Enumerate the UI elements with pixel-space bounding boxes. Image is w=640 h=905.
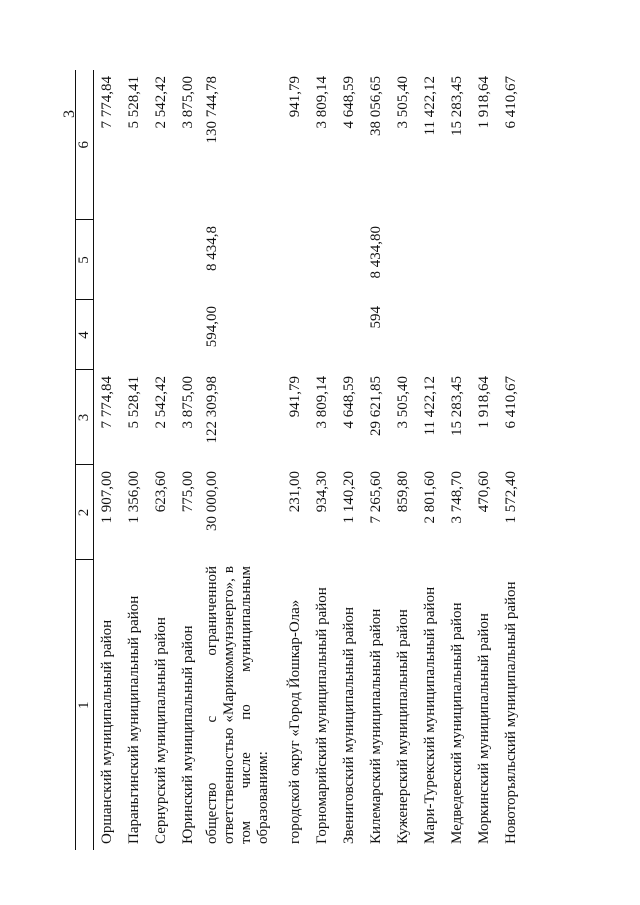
row-value-c3: 1 918,64 — [476, 376, 492, 429]
table-row — [94, 70, 122, 850]
row-value-c6: 6 410,67 — [503, 76, 519, 129]
row-value-c2: 934,30 — [314, 471, 330, 513]
row-value-c2: 623,60 — [153, 471, 169, 513]
row-value-c4 — [282, 300, 309, 370]
row-value-c4 — [444, 300, 471, 370]
row-value-c3: 15 283,45 — [449, 376, 465, 436]
row-value-c6: 941,79 — [287, 76, 303, 118]
row-name: Горномарийский муниципальный район — [314, 587, 330, 844]
row-name: Мари-Турекский муниципальный район — [422, 586, 438, 844]
row-value-c6: 3 809,14 — [314, 76, 330, 129]
table-wrapper — [75, 70, 535, 850]
row-value-c3: 29 621,85 — [368, 376, 384, 436]
column-header-2: 2 — [76, 465, 94, 560]
table-row — [363, 70, 390, 850]
row-value-c3: 3 875,00 — [180, 376, 196, 429]
table-row — [498, 70, 525, 850]
header-row — [76, 70, 94, 850]
row-value-c6: 4 648,59 — [341, 76, 357, 129]
row-name: общество с ограниченной ответственностью «Марикоммунэнерго», в том числе по муниципальным образованиям: — [204, 566, 271, 844]
row-name: Оршанский муниципальный район — [99, 619, 115, 844]
row-value-c4 — [471, 300, 498, 370]
row-value-c6: 1 918,64 — [476, 76, 492, 129]
column-header-3: 3 — [76, 370, 94, 465]
row-value-c3: 941,79 — [287, 376, 303, 418]
row-value-c6: 2 542,42 — [153, 76, 169, 129]
row-value-c2: 231,00 — [287, 471, 303, 513]
row-name: Новоторъяльский муниципальный район — [503, 581, 519, 844]
table-row — [202, 70, 282, 850]
row-name: Сернурский муниципальный район — [153, 617, 169, 844]
row-value-c5 — [121, 220, 148, 300]
row-value-c5 — [444, 220, 471, 300]
row-value-c4 — [175, 300, 202, 370]
rotated-page-content — [75, 0, 535, 844]
row-value-c5 — [390, 220, 417, 300]
row-name: Юринский муниципальный район — [180, 625, 196, 844]
row-value-c2: 1 140,20 — [341, 471, 357, 524]
row-value-c2: 3 748,70 — [449, 471, 465, 524]
column-header-6: 6 — [76, 70, 94, 220]
column-header-5: 5 — [76, 220, 94, 300]
table-row — [336, 70, 363, 850]
row-value-c5 — [94, 220, 122, 300]
table-row — [444, 70, 471, 850]
row-value-c5 — [148, 220, 175, 300]
table-body — [94, 70, 526, 850]
row-value-c4 — [336, 300, 363, 370]
table-row — [417, 70, 444, 850]
row-name: Параньгинский муниципальный район — [126, 595, 142, 844]
table-row — [309, 70, 336, 850]
row-value-c2: 1 907,00 — [99, 471, 115, 524]
row-name: городской округ «Город Йошкар-Ола» — [287, 599, 303, 844]
row-name: Килемарский муниципальный район — [368, 608, 384, 844]
row-value-c5: 8 434,80 — [368, 226, 384, 279]
row-value-c6: 15 283,45 — [449, 76, 465, 136]
row-value-c3: 2 542,42 — [153, 376, 169, 429]
row-value-c6: 38 056,65 — [368, 76, 384, 136]
row-name: Куженерский муниципальный район — [395, 609, 411, 844]
row-value-c4 — [94, 300, 122, 370]
row-value-c3: 3 505,40 — [395, 376, 411, 429]
row-value-c3: 6 410,67 — [503, 376, 519, 429]
row-value-c4: 594,00 — [204, 306, 220, 348]
table-row — [282, 70, 309, 850]
row-value-c2: 470,60 — [476, 471, 492, 513]
row-value-c3: 3 809,14 — [314, 376, 330, 429]
row-value-c6: 11 422,12 — [422, 76, 438, 136]
row-value-c3: 5 528,41 — [126, 376, 142, 429]
row-name: Медведевский муниципальный район — [449, 602, 465, 844]
table-row — [121, 70, 148, 850]
row-value-c4: 594 — [368, 306, 384, 329]
row-value-c2: 1 356,00 — [126, 471, 142, 524]
page-number: 3 — [61, 110, 78, 118]
row-value-c5 — [417, 220, 444, 300]
row-value-c2: 2 801,60 — [422, 471, 438, 524]
row-value-c3: 4 648,59 — [341, 376, 357, 429]
row-value-c4 — [148, 300, 175, 370]
row-value-c6: 7 774,84 — [99, 76, 115, 129]
row-value-c2: 30 000,00 — [204, 471, 220, 531]
row-value-c5 — [175, 220, 202, 300]
row-value-c6: 130 744,78 — [204, 76, 220, 144]
row-value-c2: 1 572,40 — [503, 471, 519, 524]
row-value-c5: 8 434,8 — [204, 226, 220, 271]
row-value-c3: 11 422,12 — [422, 376, 438, 436]
table-header — [76, 70, 94, 850]
row-value-c5 — [309, 220, 336, 300]
row-name: Звениговский муниципальный район — [341, 606, 357, 844]
row-value-c4 — [121, 300, 148, 370]
row-value-c3: 7 774,84 — [99, 376, 115, 429]
data-table — [75, 70, 525, 850]
table-row — [148, 70, 175, 850]
row-name: Моркинский муниципальный район — [476, 613, 492, 844]
row-value-c4 — [498, 300, 525, 370]
row-value-c5 — [471, 220, 498, 300]
row-value-c6: 5 528,41 — [126, 76, 142, 129]
row-value-c4 — [309, 300, 336, 370]
row-value-c6: 3 875,00 — [180, 76, 196, 129]
row-value-c5 — [498, 220, 525, 300]
row-value-c2: 859,80 — [395, 471, 411, 513]
row-value-c4 — [390, 300, 417, 370]
column-header-4: 4 — [76, 300, 94, 370]
table-row — [471, 70, 498, 850]
table-row — [390, 70, 417, 850]
row-value-c5 — [282, 220, 309, 300]
row-value-c3: 122 309,98 — [204, 376, 220, 444]
column-header-1: 1 — [76, 560, 94, 850]
row-value-c2: 775,00 — [180, 471, 196, 513]
row-value-c2: 7 265,60 — [368, 471, 384, 524]
row-value-c4 — [417, 300, 444, 370]
row-value-c5 — [336, 220, 363, 300]
table-row — [175, 70, 202, 850]
row-value-c6: 3 505,40 — [395, 76, 411, 129]
